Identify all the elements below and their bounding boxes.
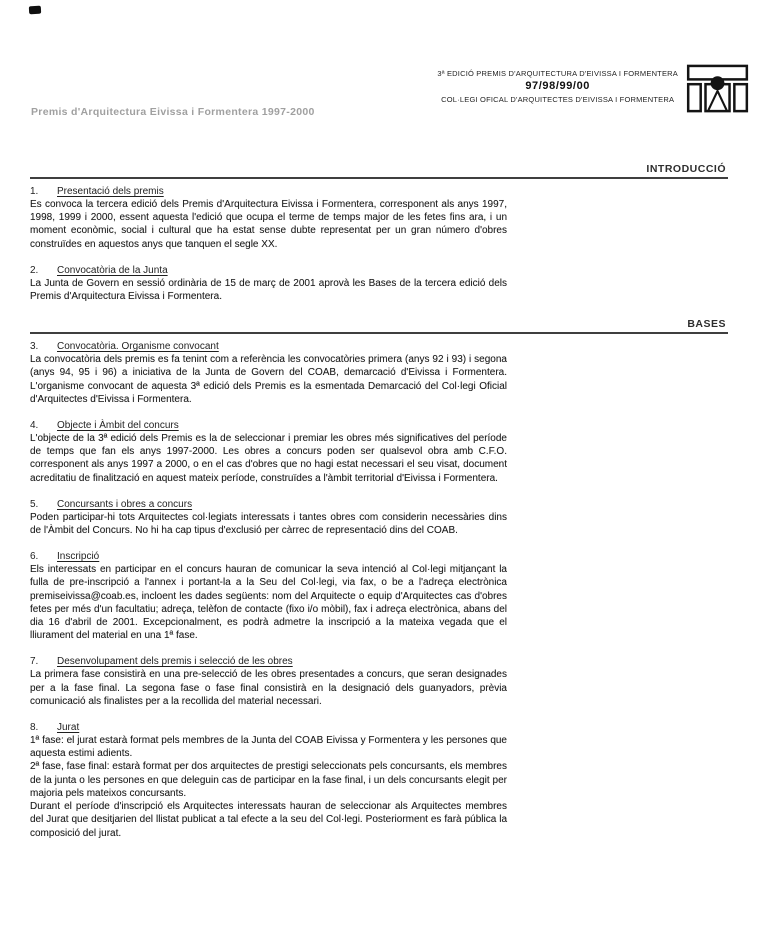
section-body: [30, 563, 507, 642]
band-label: BASES: [687, 318, 726, 331]
paragraph: La Junta de Govern en sessió ordinària de 15 de març de 2001 aprovà les Bases de la tercera edició dels Premis d'Arquitectura Eivissa i Formentera.: [30, 277, 507, 303]
section-body: [30, 511, 507, 537]
section-body: [30, 432, 507, 485]
masthead-college-line: COL·LEGI OFICAL D'ARQUITECTES D'EIVISSA I FORMENTERA: [441, 95, 675, 104]
section-number: 7.: [30, 656, 39, 668]
section-number: 5.: [30, 498, 39, 510]
section-heading-text: [30, 551, 99, 562]
document-body: [30, 163, 728, 840]
section-title: Convocatòria de la Junta: [57, 264, 168, 276]
coab-logo-icon: [686, 64, 750, 114]
section-heading: [30, 185, 507, 198]
section-title: Inscripció: [57, 551, 100, 563]
paragraph: Durant el període d'inscripció els Arquitectes interessats hauran de seleccionar als Arquitectes membres del Jurat que desitjarien del llistat publicat a tal efecte a la seu del Col·legi. Posteriorment es farà pública la composició del jurat.: [30, 801, 507, 839]
section-number: 6.: [30, 551, 39, 563]
section: [30, 721, 507, 840]
section-title: Desenvolupament dels premis i selecció de les obres: [57, 656, 293, 668]
section-heading: [30, 498, 507, 511]
section-number: 3.: [30, 341, 39, 353]
section: [30, 655, 507, 708]
section-number: 2.: [30, 264, 39, 276]
section-heading-text: [30, 420, 179, 431]
section-heading-text: [30, 499, 192, 510]
section: [30, 264, 507, 303]
section-title: Convocatòria. Organisme convocant: [57, 341, 219, 353]
section-number: 8.: [30, 722, 39, 734]
paragraph: Poden participar-hi tots Arquitectes col·legiats interessats i tantes obres com considerin necessàries dins de l'Àmbit del Concurs. No hi ha cap tipus d'exclusió per càrrec de representació dins del COAB.: [30, 511, 507, 537]
section: [30, 498, 507, 537]
section-heading: [30, 655, 507, 668]
section-number: 1.: [30, 186, 39, 197]
section: [30, 340, 507, 406]
paragraph: Els interessats en participar en el concurs hauran de comunicar la seva intenció al Col·legi mitjançant la fulla de pre-inscripció a l'annex i portant-la a la Seu del Col·legi, via fax, o be a l'adreça electrònica premiseivissa@coab.es, incloent les dades següents: nom del Arquitecte o equip d'Arquitectes cas d'obres fetes per més d'un facultatiu; adreça, telèfon de contacte (fixo i/o mòbil), fax i adreça electrònica, abans del dia 16 d'abril de 2001. Excepcionalment, es podrà admetre la inscripció a la mateixa vegada que el lliurament del material en una 1ª fase.: [30, 564, 507, 642]
section-heading-text: [30, 656, 293, 667]
section-heading: [30, 264, 507, 277]
section: [30, 419, 507, 485]
paragraph: Es convoca la tercera edició dels Premis d'Arquitectura Eivissa i Formentera, corresponent als anys 1997, 1998, 1999 i 2000, essent aquesta l'edició que ocupa el terme de temps major de les fetes fins ara, i un moment econòmic, social i cultural que ha estat sense dubte representat per un gran número d'obres construïdes en aquestos anys que tanquen el segle XX.: [30, 199, 507, 250]
paragraph: L'objecte de la 3ª edició dels Premis es la de seleccionar i premiar les obres més significatives del període de temps que fan els anys 1997-2000. Les obres a concurs poden ser qualsevol obra amb C.F.O. corresponent als anys 1997 a 2000, o en el cas d'obres que no hagi estat necessari el seu visat, document acreditatiu de finalització en aquest mateix període, construïdes a l'àmbit territorial d'Eivissa i Formentera.: [30, 433, 507, 484]
section-number: 4.: [30, 420, 39, 432]
masthead-text: [437, 64, 678, 104]
section-band: [30, 318, 728, 334]
section-title: Concursants i obres a concurs: [57, 498, 193, 510]
paragraph: 2ª fase, fase final: estarà format per dos arquitectes de prestigi seleccionats pels concursants, els membres de la junta o les persones en que deleguin cas de participar en la fase final, i un dels concursants elegit per majoria pels mateixos concursants.: [30, 761, 507, 799]
section-body: [30, 668, 507, 708]
section-heading: [30, 340, 507, 353]
section: [30, 185, 507, 251]
section-heading-text: [30, 265, 168, 276]
masthead-years: 97/98/99/00: [525, 80, 591, 92]
section-body: [30, 277, 507, 303]
section-body: [30, 353, 507, 406]
section-heading-text: [30, 186, 164, 197]
masthead-edition-line: 3ª EDICIÓ PREMIS D'ARQUITECTURA D'EIVISSA I FORMENTERA: [437, 69, 678, 78]
section-heading-text: [30, 722, 79, 733]
section-heading-text: [30, 341, 219, 352]
section-band: [30, 163, 728, 179]
scan-artifact-mark: [29, 6, 41, 15]
section-body: [30, 198, 507, 251]
section: [30, 550, 507, 642]
section-heading: [30, 721, 507, 734]
section-title: Objecte i Àmbit del concurs: [57, 420, 179, 432]
section-heading: [30, 550, 507, 563]
band-label: INTRODUCCIÓ: [646, 163, 726, 175]
paragraph: La primera fase consistirà en una pre-selecció de les obres presentades a concurs, que seran designades per a la fase final. La segona fase o fase final consistirà en la designació dels guanyadors, prèvia comunicació als finalistes per a la recollida del material necessari.: [30, 669, 507, 707]
section-body: [30, 734, 507, 840]
document-title-watermark: Premis d'Arquitectura Eivissa i Formentera 1997-2000: [31, 106, 315, 118]
paragraph: 1ª fase: el jurat estarà format pels membres de la Junta del COAB Eivissa y Formentera y les persones que aquesta estimi adients.: [30, 735, 507, 760]
masthead: [437, 64, 750, 114]
section-title: Presentació dels premis: [57, 186, 164, 197]
section-title: Jurat: [57, 722, 80, 734]
paragraph: La convocatòria dels premis es fa tenint com a referència les convocatòries primera (anys 92 i 93) i segona (anys 94, 95 i 96) a iniciativa de la Junta de Govern del COAB, demarcació d'Eivissa i Formentera. L'organisme convocant de aquesta 3ª edició dels Premis es la esmentada Demarcació del Col·legi Oficial d'Arquitectes d'Eivissa i Formentera.: [30, 354, 507, 405]
section-heading: [30, 419, 507, 432]
